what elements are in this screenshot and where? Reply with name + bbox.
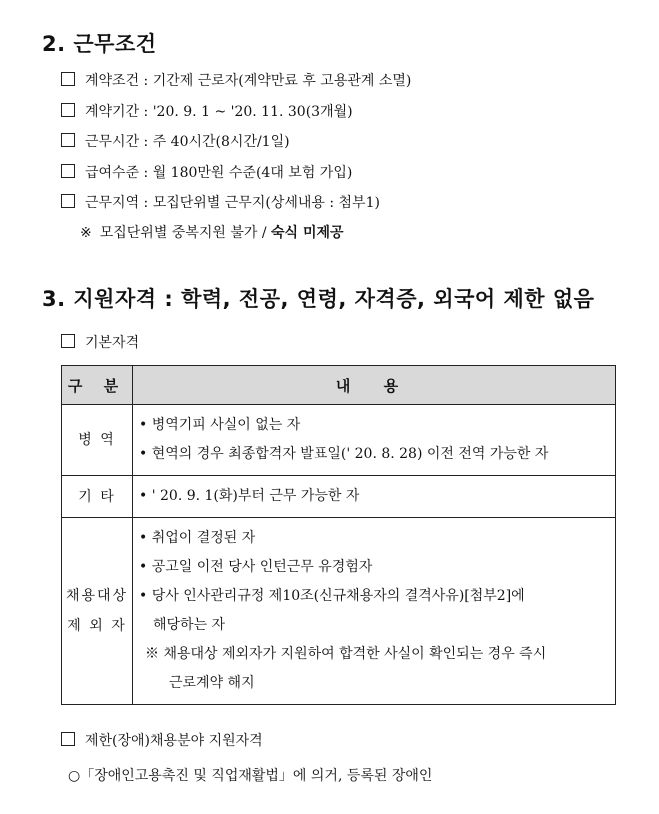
category-military: 병 역 [62,405,133,476]
list-item: • 당사 인사관리규정 제10조(신규채용자의 결격사유)[첨부2]에 [139,588,525,604]
condition-item-location [61,192,380,212]
condition-item-contract-type [61,70,411,90]
category-excluded-line2: 제 외 자 [67,618,127,634]
content-excluded [133,518,616,705]
checkbox-square-icon [61,194,75,208]
list-item: • 취업이 결정된 자 [139,530,256,546]
excluded-note: ※ 채용대상 제외자가 지원하여 합격한 사실이 확인되는 경우 즉시 [145,646,547,662]
category-excluded-line1: 채용대상 [65,588,129,604]
note-text: 모집단위별 중복지원 불가 / [99,225,267,241]
checkbox-square-icon [61,334,75,348]
list-item: • 공고일 이전 당사 인턴근무 유경험자 [139,559,373,575]
checkbox-square-icon [61,164,75,178]
table-row-other [62,476,616,518]
checkbox-square-icon [61,103,75,117]
checkbox-square-icon [61,133,75,147]
restricted-qualification-label [61,730,263,750]
condition-note [80,222,344,242]
condition-text: 계약조건 : 기간제 근로자(계약만료 후 고용관계 소멸) [85,73,412,89]
condition-item-contract-period [61,101,353,121]
basic-qualification-label [61,332,139,352]
table-header-row [62,366,616,405]
content-military [133,405,616,476]
list-item: • ' 20. 9. 1(화)부터 근무 가능한 자 [139,488,360,504]
content-other [133,476,616,518]
category-other: 기 타 [62,476,133,518]
condition-text: 계약기간 : '20. 9. 1 ~ '20. 11. 30(3개월) [85,104,353,120]
condition-text: 근무시간 : 주 40시간(8시간/1일) [85,134,290,150]
list-item: • 현역의 경우 최종합격자 발표일(' 20. 8. 28) 이전 전역 가능한 자 [139,446,549,462]
list-item: • 병역기피 사실이 없는 자 [139,417,301,433]
condition-text: 근무지역 : 모집단위별 근무지(상세내용 : 첨부1) [85,195,380,211]
condition-item-work-hours [61,131,290,151]
restricted-qualification-item: ○「장애인고용촉진 및 직업재활법」에 의거, 등록된 장애인 [68,768,433,784]
restricted-qualification-text: 제한(장애)채용분야 지원자격 [85,733,263,749]
condition-text: 급여수준 : 월 180만원 수준(4대 보험 가입) [85,165,353,181]
checkbox-square-icon [61,72,75,86]
note-bold-text: 숙식 미제공 [271,225,344,241]
section2-heading: 2. 근무조건 [42,32,157,56]
checkbox-square-icon [61,732,75,746]
section3-heading: 3. 지원자격 : 학력, 전공, 연령, 자격증, 외국어 제한 없음 [42,287,595,311]
condition-item-salary [61,162,352,182]
header-content: 내 용 [133,366,616,405]
list-item-continuation: 해당하는 자 [153,617,226,633]
table-row-excluded [62,518,616,705]
reference-mark-icon: ※ [80,225,92,241]
basic-qualification-text: 기본자격 [85,335,140,351]
category-excluded [62,518,133,705]
qualification-table [61,365,616,705]
excluded-note-continuation: 근로계약 해지 [169,675,255,691]
table-row-military [62,405,616,476]
header-category: 구 분 [62,366,133,405]
